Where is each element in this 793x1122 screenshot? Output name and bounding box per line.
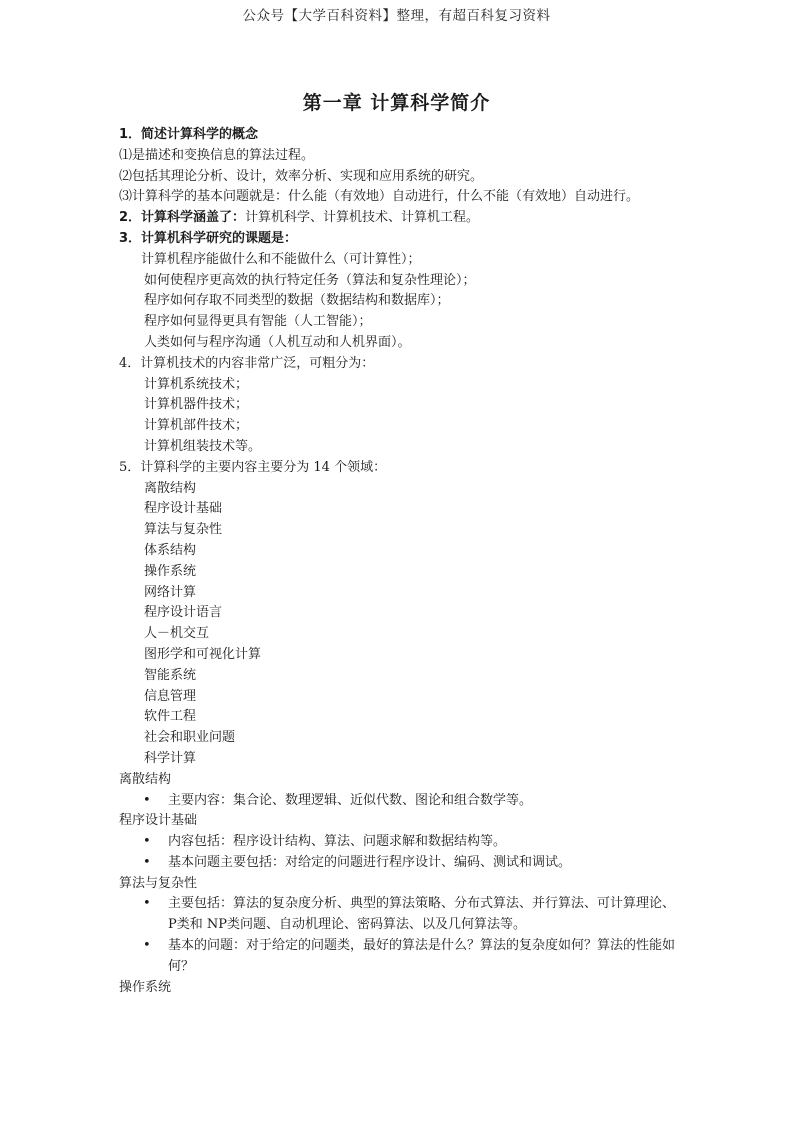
section-1-item: ⑶计算科学的基本问题就是：什么能（有效地）自动进行，什么不能（有效地）自动进行。	[119, 189, 640, 205]
section-2-text: 计算机科学、计算机技术、计算机工程。	[245, 210, 480, 226]
area-list-item: 软件工程	[144, 709, 197, 725]
section-3-heading: 3．计算机科学研究的课题是：	[119, 230, 298, 246]
section-3-item: 程序如何显得更具有智能（人工智能）；	[144, 314, 372, 330]
area-list-item: 操作系统	[144, 563, 197, 579]
bullet-text: 主要内容：集合论、数理逻辑、近似代数、图论和组合数学等。	[168, 792, 533, 808]
area-list-item: 离散结构	[144, 480, 197, 496]
bullet-icon: •	[143, 854, 151, 870]
bullet-item	[119, 853, 699, 874]
bullet-text: 内容包括：程序设计结构、算法、问题求解和数据结构等。	[168, 834, 507, 850]
section-4-heading: 4．计算机技术的内容非常广泛，可粗分为：	[119, 355, 375, 371]
section-5-heading: 5．计算科学的主要内容主要分为 14 个领域：	[119, 459, 387, 475]
area-heading: 操作系统	[119, 979, 172, 995]
section-4-item: 计算机系统技术；	[144, 376, 249, 392]
area-list-item: 图形学和可视化计算	[144, 646, 262, 662]
area-list-item: 程序设计语言	[144, 605, 223, 621]
bullet-item	[119, 894, 699, 936]
area-heading: 程序设计基础	[119, 813, 198, 829]
section-1-heading: 1．简述计算科学的概念	[119, 127, 259, 142]
document-body	[119, 125, 699, 998]
section-4-item: 计算机器件技术；	[144, 397, 249, 413]
bullet-item	[119, 791, 699, 812]
area-heading: 算法与复杂性	[119, 875, 198, 891]
bullet-text: 基本的问题：对于给定的问题类，最好的算法是什么？算法的复杂度如何？算法的性能如何？	[168, 938, 676, 974]
area-list-item: 信息管理	[144, 688, 197, 704]
section-1-item: ⑴是描述和变换信息的算法过程。	[119, 147, 315, 163]
section-4-item: 计算机组装技术等。	[144, 438, 262, 454]
area-list-item: 科学计算	[144, 750, 197, 766]
bullet-icon: •	[143, 938, 151, 954]
bullet-item	[119, 832, 699, 853]
section-3-item: 程序如何存取不同类型的数据（数据结构和数据库）；	[144, 293, 450, 309]
section-2-heading: 2．计算科学涵盖了：	[119, 210, 246, 226]
bullet-item	[119, 936, 699, 978]
bullet-icon: •	[143, 896, 151, 912]
area-list-item: 社会和职业问题	[144, 730, 236, 746]
section-4-item: 计算机部件技术；	[144, 418, 249, 434]
bullet-icon: •	[143, 792, 151, 808]
area-list-item: 人－机交互	[144, 626, 210, 642]
section-1-item: ⑵包括其理论分析、设计，效率分析、实现和应用系统的研究。	[119, 168, 484, 184]
section-3-item: 计算机程序能做什么和不能做什么（可计算性）；	[141, 251, 421, 267]
section-3-item: 如何使程序更高效的执行特定任务（算法和复杂性理论）；	[144, 272, 476, 288]
section-3-item: 人类如何与程序沟通（人机互动和人机界面）。	[144, 334, 411, 350]
area-heading: 离散结构	[119, 771, 172, 787]
area-list-item: 程序设计基础	[144, 501, 223, 517]
page-header-watermark: 公众号【大学百科资料】整理，有超百科复习资料	[242, 8, 551, 24]
bullet-text: 主要包括：算法的复杂度分析、典型的算法策略、分布式算法、并行算法、可计算理论、P类和 NP类问题、自动机理论、密码算法、以及几何算法等。	[168, 896, 676, 933]
area-list-item: 体系结构	[144, 542, 197, 558]
bullet-icon: •	[143, 834, 151, 850]
area-list-item: 算法与复杂性	[144, 522, 223, 538]
area-list-item: 网络计算	[144, 584, 197, 600]
chapter-title: 第一章 计算科学简介	[302, 92, 491, 114]
section-2	[119, 208, 699, 229]
area-list-item: 智能系统	[144, 667, 197, 683]
bullet-text: 基本问题主要包括：对给定的问题进行程序设计、编码、测试和调试。	[168, 854, 572, 870]
